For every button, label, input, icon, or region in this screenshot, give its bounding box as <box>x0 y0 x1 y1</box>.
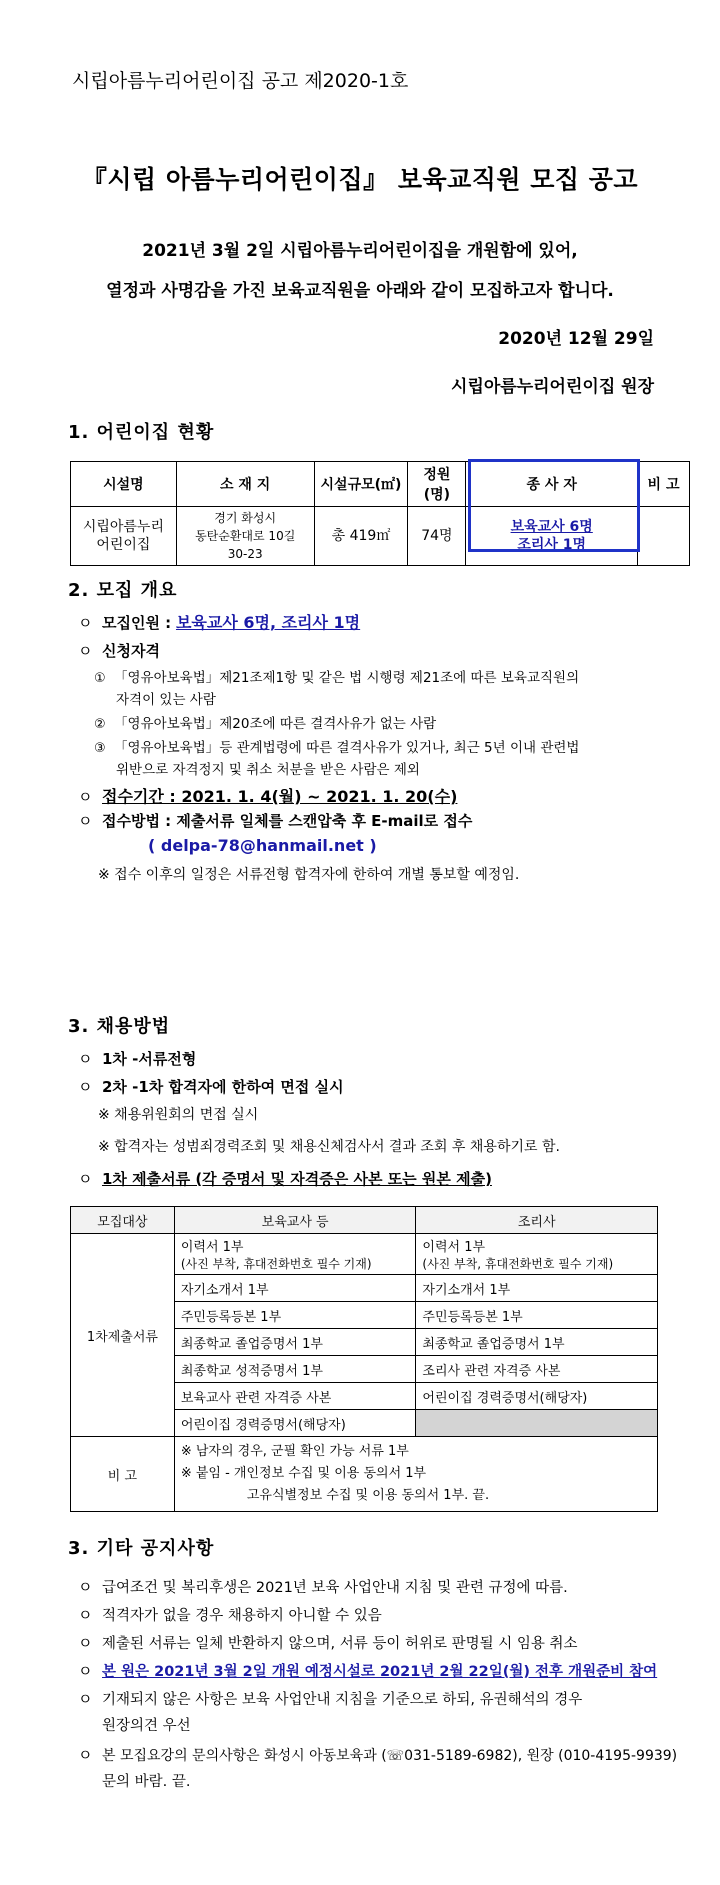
teacher-doc-6: 보육교사 관련 자격증 사본 <box>174 1383 416 1410</box>
cook-doc-6: 어린이집 경력증명서(해당자) <box>416 1383 658 1410</box>
teacher-doc-7: 어린이집 경력증명서(해당자) <box>174 1410 416 1437</box>
step-2: ㅇ 2차 -1차 합격자에 한하여 면접 실시 <box>78 1078 344 1096</box>
header-address: 소 재 지 <box>176 462 314 507</box>
hiring-check-note: ※ 합격자는 성범죄경력조회 및 채용신체검사서 결과 조회 후 채용하기로 함. <box>98 1139 560 1155</box>
intro-line-1: 2021년 3월 2일 시립아름누리어린이집을 개원함에 있어, <box>142 241 578 261</box>
qualification-label: ㅇ 신청자격 <box>78 642 160 660</box>
interview-note: ※ 채용위원회의 면접 실시 <box>98 1107 259 1123</box>
cook-doc-3: 주민등록등본 1부 <box>416 1302 658 1329</box>
header-target: 모집대상 <box>71 1207 175 1234</box>
notice-item-6-cont: 문의 바람. 끝. <box>102 1774 191 1790</box>
application-email[interactable]: ( delpa-78@hanmail.net ) <box>148 836 377 855</box>
notice-item-5-cont: 원장의견 우선 <box>102 1718 191 1734</box>
section-3-heading: 3. 채용방법 <box>68 1016 171 1037</box>
header-capacity: 정원(명) <box>408 462 466 507</box>
docs-group-label: 1차제출서류 <box>71 1234 175 1437</box>
notice-item-4: ㅇ 본 원은 2021년 3월 2일 개원 예정시설로 2021년 2월 22일(월) 전후 개원준비 참여 <box>78 1662 658 1680</box>
cell-capacity: 74명 <box>408 507 466 566</box>
step-1: ㅇ 1차 -서류전형 <box>78 1050 197 1068</box>
page-title: 『시립 아름누리어린이집』 보육교직원 모집 공고 <box>81 165 639 194</box>
teacher-doc-4: 최종학교 졸업증명서 1부 <box>174 1329 416 1356</box>
header-staff: 종 사 자 <box>466 462 638 507</box>
section-1-heading: 1. 어린이집 현황 <box>68 422 215 443</box>
qualification-3-cont: 위반으로 자격정지 및 취소 처분을 받은 사람은 제외 <box>116 762 420 778</box>
docs-heading: ㅇ 1차 제출서류 (각 증명서 및 자격증은 사본 또는 원본 제출) <box>78 1170 492 1188</box>
teacher-doc-2: 자기소개서 1부 <box>174 1275 416 1302</box>
intro-line-2: 열정과 사명감을 가진 보육교직원을 아래와 같이 모집하고자 합니다. <box>106 281 614 301</box>
cell-facility-name: 시립아름누리 어린이집 <box>71 507 177 566</box>
application-period: ㅇ 접수기간 : 2021. 1. 4(월) ~ 2021. 1. 20(수) <box>78 787 458 806</box>
notice-item-2: ㅇ 적격자가 없을 경우 채용하지 아니할 수 있음 <box>78 1606 382 1624</box>
cell-staff: 보육교사 6명 조리사 1명 <box>466 507 638 566</box>
section-4-heading: 3. 기타 공지사항 <box>68 1538 215 1559</box>
cook-doc-empty <box>416 1410 658 1437</box>
notice-item-6: ㅇ 본 모집요강의 문의사항은 화성시 아동보육과 (☏031-5189-6982), 원장 (010-4195-9939) <box>78 1746 678 1764</box>
notice-number: 시립아름누리어린이집 공고 제2020-1호 <box>72 70 409 92</box>
recruit-count: ㅇ 모집인원 : 보육교사 6명, 조리사 1명 <box>78 613 361 632</box>
staff-highlight-box <box>468 459 640 552</box>
header-facility-name: 시설명 <box>71 462 177 507</box>
qualification-1: ① 「영유아보육법」제21조제1항 및 같은 법 시행령 제21조에 따른 보육교직원의 <box>94 670 580 686</box>
cook-doc-2: 자기소개서 1부 <box>416 1275 658 1302</box>
remarks-content: ※ 남자의 경우, 군필 확인 가능 서류 1부 ※ 붙임 - 개인정보 수집 및 이용 동의서 1부 고유식별정보 수집 및 이용 동의서 1부. 끝. <box>174 1437 657 1512</box>
announcement-date: 2020년 12월 29일 <box>498 329 654 349</box>
cell-address: 경기 화성시 동탄순환대로 10길 30-23 <box>176 507 314 566</box>
header-size: 시설규모(㎡) <box>314 462 408 507</box>
cell-size: 총 419㎡ <box>314 507 408 566</box>
qualification-1-cont: 자격이 있는 사람 <box>116 692 216 708</box>
application-method: ㅇ 접수방법 : 제출서류 일체를 스캔압축 후 E-mail로 접수 <box>78 812 473 830</box>
teacher-doc-3: 주민등록등본 1부 <box>174 1302 416 1329</box>
header-note: 비 고 <box>638 462 690 507</box>
documents-table <box>70 1206 658 1512</box>
notice-item-1: ㅇ 급여조건 및 복리후생은 2021년 보육 사업안내 지침 및 관련 규정에 따름. <box>78 1578 568 1596</box>
issuer: 시립아름누리어린이집 원장 <box>451 377 654 397</box>
teacher-doc-1: 이력서 1부 (사진 부착, 휴대전화번호 필수 기재) <box>174 1234 416 1275</box>
qualification-2: ② 「영유아보육법」제20조에 따른 결격사유가 없는 사람 <box>94 716 437 732</box>
cook-doc-5: 조리사 관련 자격증 사본 <box>416 1356 658 1383</box>
header-teacher: 보육교사 등 <box>174 1207 416 1234</box>
remarks-label: 비 고 <box>71 1437 175 1512</box>
cook-doc-1: 이력서 1부 (사진 부착, 휴대전화번호 필수 기재) <box>416 1234 658 1275</box>
teacher-doc-5: 최종학교 성적증명서 1부 <box>174 1356 416 1383</box>
cell-note <box>638 507 690 566</box>
qualification-3: ③ 「영유아보육법」등 관계법령에 따른 결격사유가 있거나, 최근 5년 이내 관련법 <box>94 740 580 756</box>
notice-item-3: ㅇ 제출된 서류는 일체 반환하지 않으며, 서류 등이 허위로 판명될 시 임용 취소 <box>78 1634 578 1652</box>
section-2-heading: 2. 모집 개요 <box>68 580 178 601</box>
header-cook: 조리사 <box>416 1207 658 1234</box>
cook-doc-4: 최종학교 졸업증명서 1부 <box>416 1329 658 1356</box>
notice-item-5: ㅇ 기재되지 않은 사항은 보육 사업안내 지침을 기준으로 하되, 유권해석의 경우 <box>78 1690 583 1708</box>
schedule-note: ※ 접수 이후의 일정은 서류전형 합격자에 한하여 개별 통보할 예정임. <box>98 867 520 883</box>
